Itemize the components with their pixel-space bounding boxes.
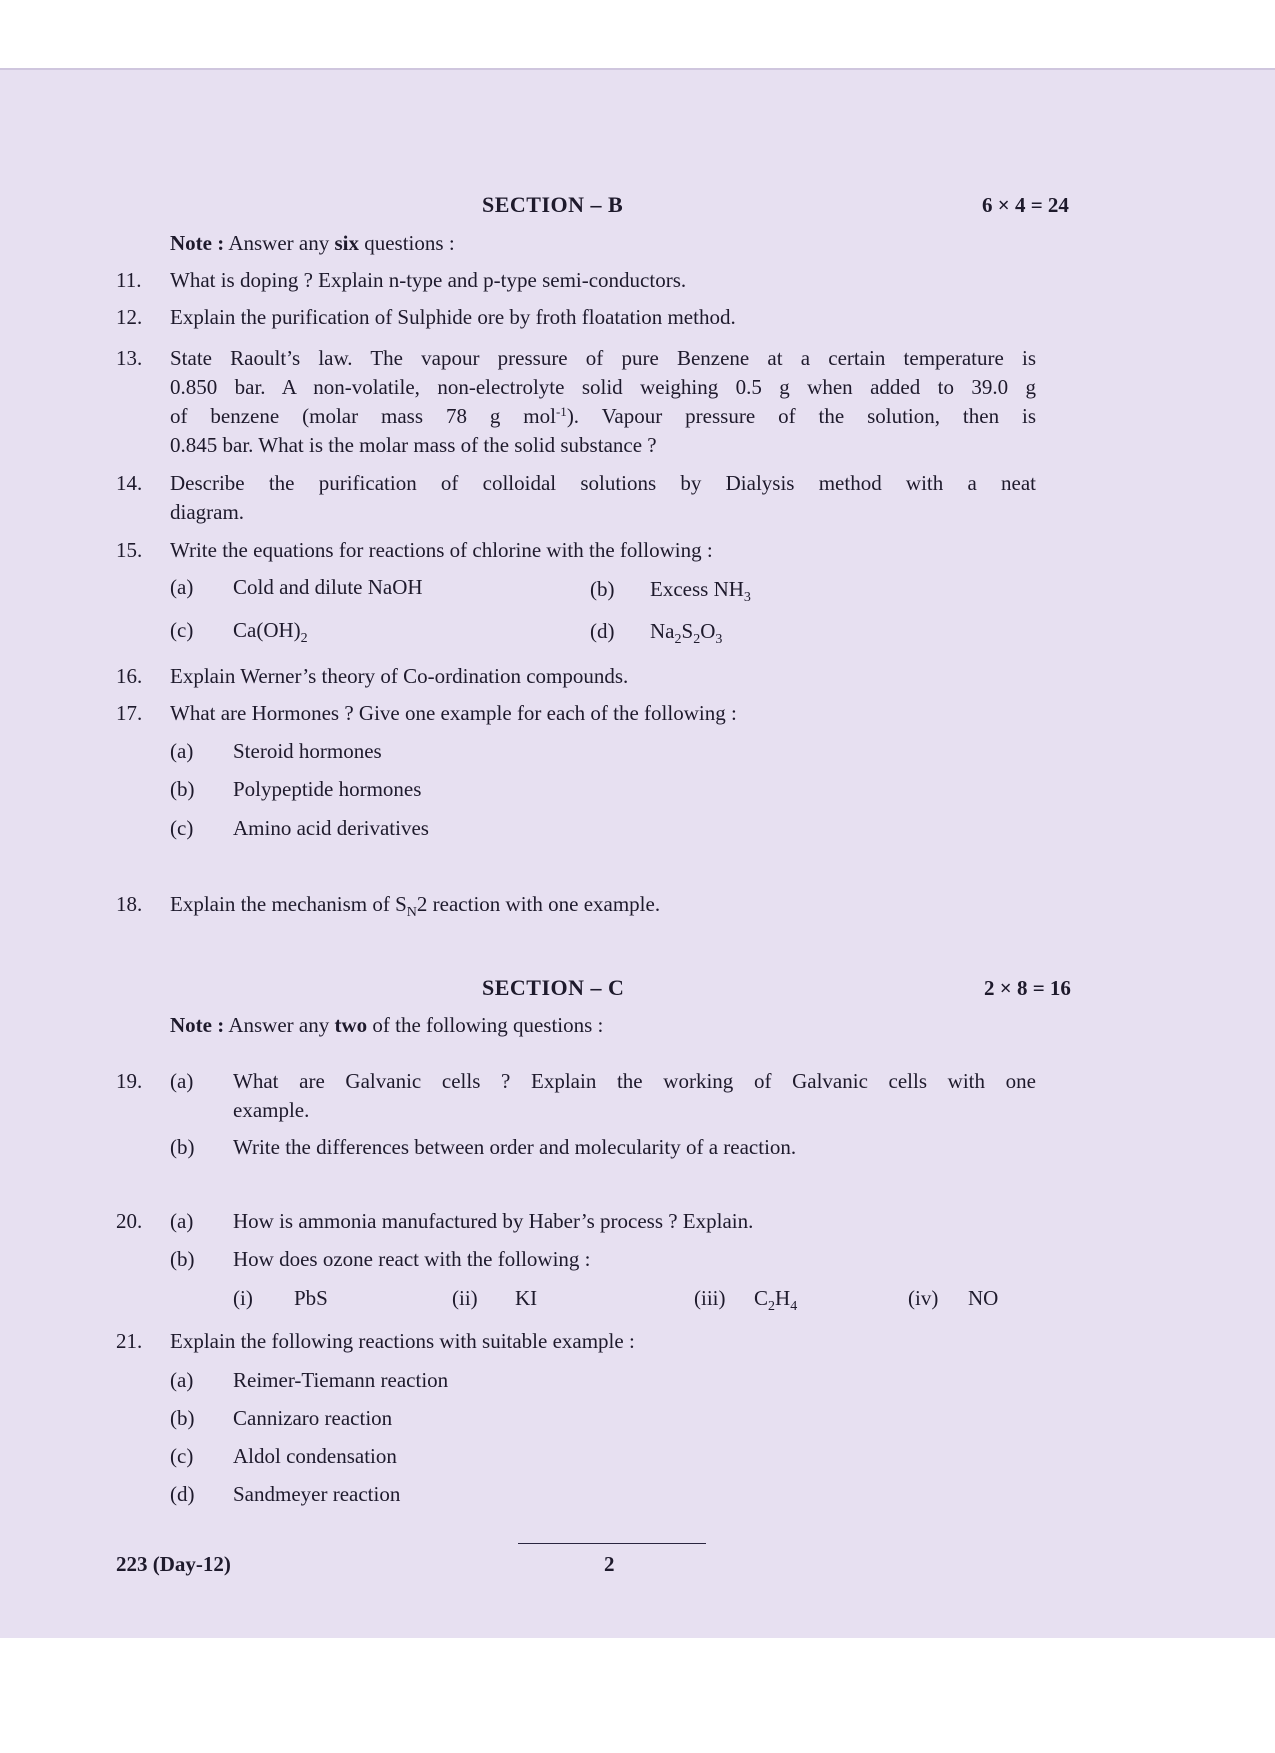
question-line-1: State Raoult’s law. The vapour pressure of pure Benzene at a certain temperature is [170,346,1036,370]
option-text-b [650,575,751,604]
option-text-c: Aldol condensation [233,1444,397,1468]
option-text-a: Cold and dilute NaOH [233,575,423,599]
question-number: 16. [116,664,143,688]
question-line-3 [170,402,1036,431]
option-label-b: (b) [170,1406,195,1430]
question-text [170,890,1036,919]
question-number: 14. [116,471,143,495]
option-text-c: Amino acid derivatives [233,816,429,840]
formula-part: C [754,1286,769,1310]
formula-part: H [775,1286,791,1310]
option-label-b: (b) [170,777,195,801]
question-line-4: 0.845 bar. What is the molar mass of the solid substance ? [170,433,657,457]
question-number: 12. [116,305,143,329]
line-3-start: of benzene (molar mass 78 g mol [170,404,556,428]
question-number: 20. [116,1209,143,1233]
sub-label-ii: (ii) [452,1286,478,1310]
option-label-a: (a) [170,1368,194,1392]
option-text-a: Steroid hormones [233,739,382,763]
note-bold-word: two [334,1013,368,1037]
subscript: 2 [674,632,682,647]
sub-text-ii: KI [515,1286,538,1310]
note-text-pre: Answer any [228,1013,330,1037]
part-a-line-1: What are Galvanic cells ? Explain the working of Galvanic cells with one [233,1069,1036,1093]
section-b-note [170,229,455,258]
question-line-2: diagram. [170,500,245,524]
formula-part: Na [650,619,675,643]
note-text-post: questions : [364,231,455,255]
note-text-post: of the following questions : [372,1013,604,1037]
subscript: N [406,905,417,920]
subscript: 2 [300,631,308,646]
question-number: 13. [116,346,143,370]
subscript: 2 [693,632,701,647]
question-line-2: 0.850 bar. A non-volatile, non-electrolyte solid weighing 0.5 g when added to 39.0 g [170,375,1036,399]
question-number: 21. [116,1329,143,1353]
sub-label-iv: (iv) [908,1286,939,1310]
formula-part: S [681,619,694,643]
sub-text-iv: NO [968,1286,999,1310]
option-label-d: (d) [590,619,615,643]
part-label-a: (a) [170,1209,194,1233]
formula-part: Ca(OH) [233,618,301,642]
question-number: 17. [116,701,143,725]
option-text-a: Reimer-Tiemann reaction [233,1368,449,1392]
option-label-b: (b) [590,577,615,601]
subscript: 4 [790,1299,798,1314]
option-label-a: (a) [170,739,194,763]
sub-text-iii [754,1284,797,1313]
option-text-b: Polypeptide hormones [233,777,422,801]
text-end: 2 reaction with one example. [416,892,661,916]
part-b-text: Write the differences between order and molecularity of a reaction. [233,1135,797,1159]
section-b-marks: 6 × 4 = 24 [982,193,1069,217]
part-label-b: (b) [170,1135,195,1159]
section-c-marks: 2 × 8 = 16 [984,976,1071,1000]
subscript: 3 [715,632,723,647]
part-a-text: How is ammonia manufactured by Haber’s process ? Explain. [233,1209,754,1233]
question-number: 15. [116,538,143,562]
question-text: Explain the following reactions with suitable example : [170,1329,635,1353]
question-text: Explain Werner’s theory of Co-ordination compounds. [170,664,629,688]
line-3-end: ). Vapour pressure of the solution, then is [566,404,1036,428]
question-number: 18. [116,892,143,916]
sub-label-iii: (iii) [694,1286,726,1310]
formula-part: Excess NH [650,577,744,601]
option-text-b: Cannizaro reaction [233,1406,393,1430]
option-label-c: (c) [170,618,194,642]
question-text: What are Hormones ? Give one example for each of the following : [170,701,737,725]
note-bold-word: six [334,231,359,255]
question-line-1: Describe the purification of colloidal solutions by Dialysis method with a neat [170,471,1036,495]
option-label-a: (a) [170,575,194,599]
part-label-b: (b) [170,1247,195,1271]
part-a-line-2: example. [233,1098,310,1122]
subscript: 2 [768,1299,776,1314]
option-label-c: (c) [170,816,194,840]
question-text: Explain the purification of Sulphide ore by froth floatation method. [170,305,736,329]
question-number: 19. [116,1069,143,1093]
formula-part: O [700,619,716,643]
sub-text-i: PbS [294,1286,328,1310]
superscript: -1 [555,404,567,419]
note-text-pre: Answer any [228,231,330,255]
section-c-note [170,1011,603,1040]
paper-code: 223 (Day-12) [116,1552,231,1576]
footer-rule [518,1543,706,1544]
section-c-title: SECTION – C [482,975,625,1000]
part-b-text: How does ozone react with the following : [233,1247,591,1271]
option-label-d: (d) [170,1482,195,1506]
page-number: 2 [604,1552,615,1576]
part-label-a: (a) [170,1069,194,1093]
question-number: 11. [116,268,142,292]
question-text: Write the equations for reactions of chlorine with the following : [170,538,713,562]
note-label: Note : [170,1013,225,1037]
option-text-c [233,616,308,645]
text-start: Explain the mechanism of S [170,892,407,916]
section-b-title: SECTION – B [482,192,624,217]
option-text-d [650,617,722,646]
note-label: Note : [170,231,225,255]
sub-label-i: (i) [233,1286,253,1310]
subscript: 3 [743,590,751,605]
option-text-d: Sandmeyer reaction [233,1482,401,1506]
option-label-c: (c) [170,1444,194,1468]
question-text: What is doping ? Explain n-type and p-type semi-conductors. [170,268,687,292]
